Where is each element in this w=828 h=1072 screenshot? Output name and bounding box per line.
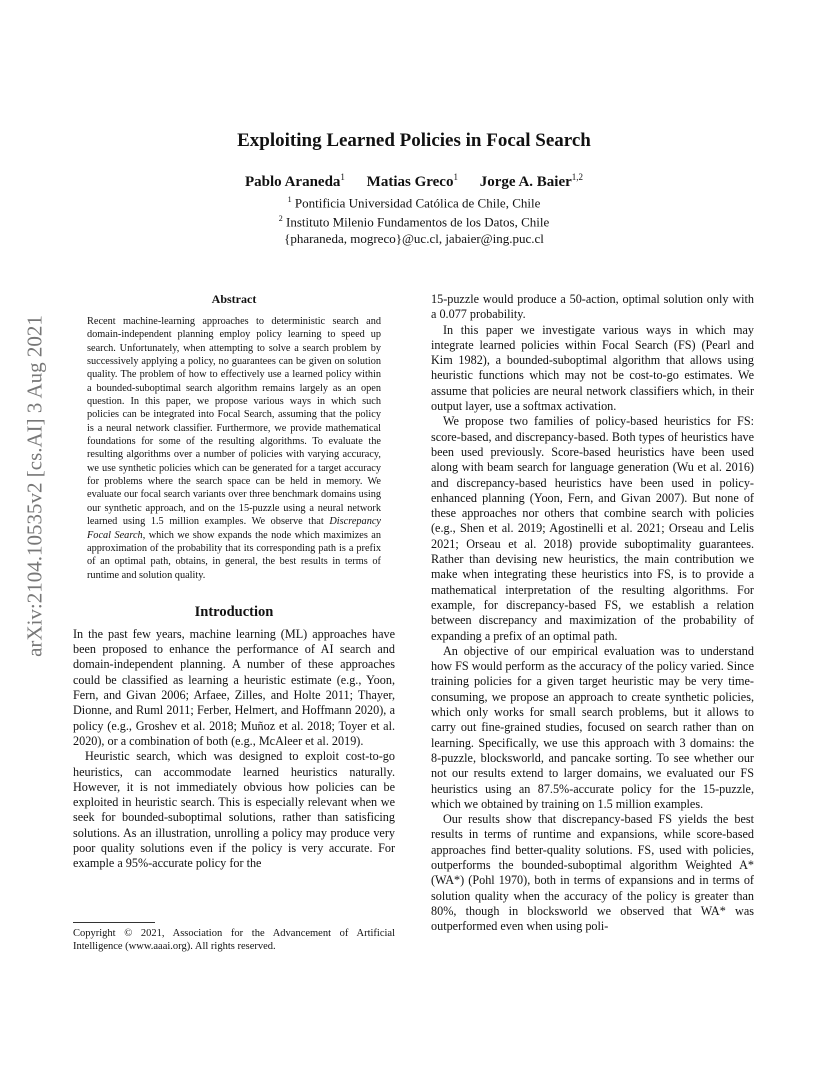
author [367, 174, 458, 190]
introduction-heading: Introduction [194, 603, 274, 620]
abstract-text [87, 315, 381, 582]
author [480, 174, 583, 190]
author [245, 174, 345, 190]
author-name: Matias Greco [366, 174, 454, 190]
arxiv-identifier: arXiv:2104.10535v2 [cs.AI] 3 Aug 2021 [22, 315, 47, 657]
affil-mark: 2 [278, 214, 283, 224]
paper-title: Exploiting Learned Policies in Focal Search [237, 130, 591, 151]
body-paragraph: In this paper we investigate various ways in which may integrate learned policies within Focal Search (FS) (Pearl and Kim 1982), a bounded-suboptimal algorithm that allows using heuristic functions which may not be cost-to-go estimates. We assume that policies are neural network classifiers which, in their output layer, use a softmax activation. [431, 322, 754, 414]
author-emails: {pharaneda, mogreco}@uc.cl, jabaier@ing.puc.cl [284, 230, 544, 246]
intro-paragraph: Heuristic search, which was designed to exploit cost-to-go heuristics, can accommodate learned heuristics naturally. However, it is not immediately obvious how policies can be exploited in heuristic search. This is especially relevant when we seek for bounded-suboptimal solutions, rather than satisficing solutions. As an illustration, unrolling a policy may produce very poor quality solutions even if the policy is very accurate. For example a 95%-accurate policy for the [73, 749, 395, 871]
author-name: Pablo Araneda [244, 174, 341, 190]
body-paragraph: Our results show that discrepancy-based FS yields the best results in terms of runtime and expansions, while score-based approaches find better-quality solutions. FS, used with policies, outperforms the bounded-suboptimal algorithm Weighted A* (WA*) (Pohl 1970), both in terms of expansions and in terms of solution quality when the accuracy of the policy is greater than 80%, though in blocksworld we observed that WA* was outperformed even when using poli- [431, 812, 754, 934]
affiliations [0, 192, 828, 247]
author-affil-mark: 1,2 [571, 172, 584, 182]
body-paragraph: 15-puzzle would produce a 50-action, optimal solution only with a 0.077 probability. [431, 292, 754, 322]
author-affil-mark: 1 [340, 172, 345, 182]
copyright-text: Copyright © 2021, Association for the Advancement of Artificial Intelligence (www.aaai.org). All rights reserved. [73, 928, 395, 952]
affiliation-text: Instituto Milenio Fundamentos de los Datos, Chile [286, 214, 550, 230]
affiliation-text: Pontificia Universidad Católica de Chile, Chile [294, 195, 541, 211]
affiliation-line [0, 211, 828, 230]
author-list [0, 172, 828, 191]
abstract-emphasis: Discrepancy Focal Search [87, 516, 381, 541]
footnote-rule [73, 922, 155, 923]
arxiv-sidebar [20, 296, 50, 676]
body-paragraph: An objective of our empirical evaluation was to understand how FS would perform as the accuracy of the policy varied. Since training policies for a given target heuristic may be very time-consuming, we propose an approach to create synthetic policies, which only works for small search problems, but it allows to carry out fine-grained studies, focused on search rather than on learning. Specifically, we use this approach with 3 domains: the 8-puzzle, blocksworld, and pancake sorting. To see whether our not our results extend to larger domains, we evaluated our FS heuristics using an 87.5%-accurate policy for the 15-puzzle, which we obtained by training on 1.5 million examples. [431, 643, 754, 811]
affil-mark: 1 [287, 195, 292, 204]
affiliation-line [0, 192, 828, 211]
copyright-footnote [73, 922, 395, 953]
author-affil-mark: 1 [453, 172, 458, 182]
left-column [73, 292, 395, 872]
abstract-text-part: , which we show expands the node which maximizes an approximation of the probability that its corresponding path is a prefix of an optimal path, obtains, in general, the best results in terms of runtime and solution quality. [87, 529, 381, 581]
right-column [431, 292, 754, 934]
abstract-heading: Abstract [211, 292, 257, 306]
intro-paragraph: In the past few years, machine learning (ML) approaches have been proposed to enhance the performance of AI search and domain-independent planning. A number of these approaches could be classified as learning a heuristic estimate (e.g., Yoon, Fern, and Givan 2006; Arfaee, Zilles, and Holte 2011; Thayer, Dionne, and Ruml 2011; Ferber, Helmert, and Hoffmann 2020), a policy (e.g., Groshev et al. 2018; Muñoz et al. 2018; Toyer et al. 2020), or a combination of both (e.g., McAleer et al. 2019). [73, 626, 395, 748]
abstract-text-part: Recent machine-learning approaches to deterministic search and domain-independent planning employ policy learning to speed up search. Unfortunately, when attempting to solve a search problem by successively applying a policy, no guarantees can be given on solution quality. The problem of how to effectively use a learned policy within a bounded-suboptimal search algorithm remains largely as an open question. In this paper, we propose various ways in which such policies can be integrated into Focal Search, assuming that the policy is a neural network classifier. Furthermore, we provide mathematical foundations for some of the resulting algorithms. To evaluate the resulting algorithms over a number of policies with varying accuracy, we use synthetic policies which can be generated for a target accuracy for problems where the search space can be held in memory. We evaluate our focal search variants over three benchmark domains using our synthetic approach, and on the 15-puzzle using a neural network learned using 1.5 million examples. We observe that [87, 316, 381, 528]
body-paragraph: We propose two families of policy-based heuristics for FS: score-based, and discrepancy-based. Both types of heuristics have been used previously. Score-based heuristics have been used along with beam search for language generation (Wu et al. 2016) and discrepancy-based heuristics have been used in policy-enhanced planning (Yoon, Fern, and Givan 2007). But none of these approaches nor others that combine search with policies (e.g., Shen et al. 2019; Agostinelli et al. 2021; Orseau and Lelis 2021; Orseau et al. 2018) provide suboptimality guarantees. Rather than devising new heuristics, the main contribution we make when integrating these heuristics into FS, is to provide a mathematical interpretation of the resulting algorithms. For example, for discrepancy-based FS, we establish a relation between discrepancy and maximization of the probability of expanding a prefix of an optimal path. [431, 414, 754, 643]
author-name: Jorge A. Baier [479, 174, 572, 190]
